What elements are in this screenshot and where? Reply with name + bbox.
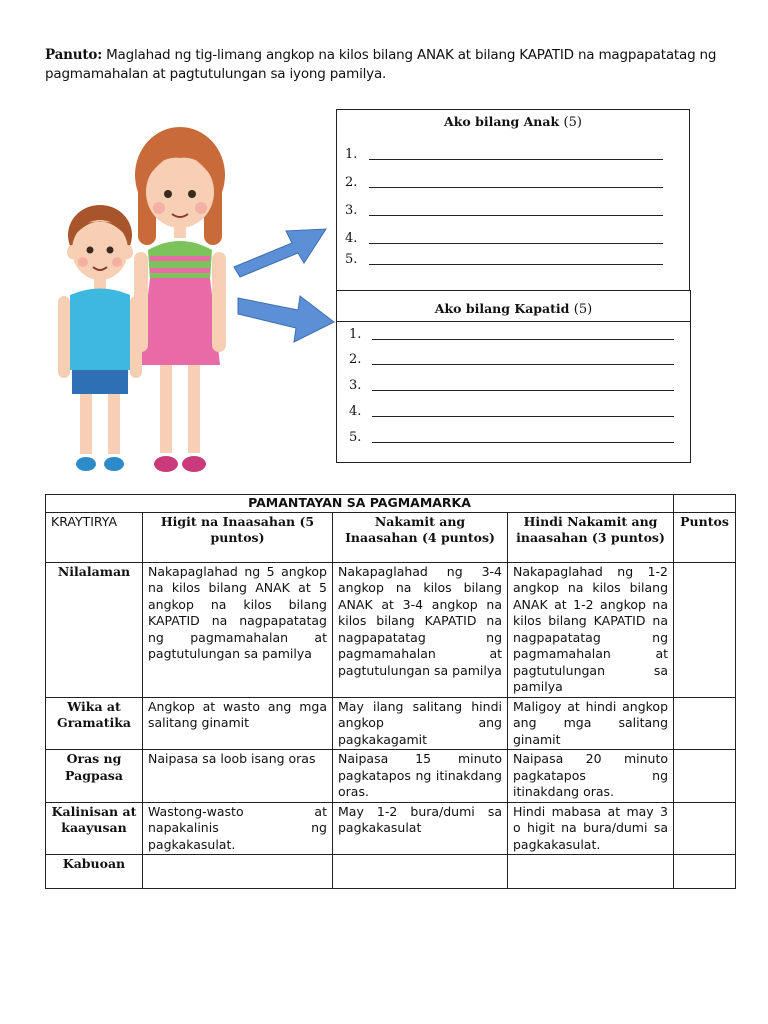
header-meets: Nakamit ang Inaasahan (4 puntos) (333, 512, 508, 562)
cell-meets: May 1-2 bura/dumi sa pagkakasulat (333, 802, 508, 855)
anak-line-number: 5. (345, 252, 358, 267)
table-row (46, 750, 736, 803)
cell-exceeds: Wastong-wasto at napakalinis ng pagkakasulat. (143, 802, 333, 855)
boy-figure (58, 205, 142, 471)
cell-exceeds: Nakapaglahad ng 5 angkop na kilos bilang ANAK at 5 angkop na kilos bilang KAPATID na nagpapatatag ng pagmamahalan at pagtutulungan sa pamilya (143, 562, 333, 697)
cell-meets: Naipasa 15 minuto pagkatapos ng itinakdang oras. (333, 750, 508, 803)
kapatid-box (336, 290, 691, 463)
header-below: Hindi Nakamit ang inaasahan (3 puntos) (508, 512, 674, 562)
anak-box-title (337, 114, 689, 130)
criterion-nilalaman: Nilalaman (46, 562, 143, 697)
kapatid-line-1[interactable] (349, 327, 361, 342)
kapatid-title-text: Ako bilang Kapatid (434, 301, 570, 316)
anak-line-number: 3. (345, 203, 358, 218)
arrow-icon-anak (230, 215, 330, 281)
cell-below: Nakapaglahad ng 1-2 angkop na kilos bilang ANAK at 1-2 angkop na kilos bilang KAPATID na nagpapatatag ng pagmamahalan at pagtutulungan sa pamilya (508, 562, 674, 697)
anak-count: (5) (563, 115, 582, 130)
header-exceeds: Higit na Inaasahan (5 puntos) (143, 512, 333, 562)
rubric-table (45, 494, 736, 889)
kapatid-box-title (337, 301, 690, 317)
kapatid-line-number: 4. (349, 404, 362, 419)
criterion-kalinisan: Kalinisan at kaayusan (46, 802, 143, 855)
anak-box (336, 109, 690, 292)
instructions-text: Maglahad ng tig-limang angkop na kilos bilang ANAK at bilang KAPATID na magpapatatag ng pagmamahalan at pagtutulungan sa iyong pamilya. (45, 47, 717, 82)
total-cell[interactable] (143, 855, 333, 889)
rubric-title-blank (674, 495, 736, 513)
points-cell[interactable] (674, 697, 736, 750)
criterion-wika: Wika at Gramatika (46, 697, 143, 750)
points-cell[interactable] (674, 750, 736, 803)
kapatid-line-3[interactable] (349, 378, 361, 393)
kapatid-line-number: 2. (349, 352, 362, 367)
total-label: Kabuoan (46, 855, 143, 889)
cell-exceeds: Angkop at wasto ang mga salitang ginamit (143, 697, 333, 750)
anak-line-number: 4. (345, 231, 358, 246)
kapatid-line-4[interactable] (349, 404, 361, 419)
table-row (46, 562, 736, 697)
anak-line-5[interactable] (345, 252, 357, 267)
arrow-icon-kapatid (236, 290, 336, 350)
cell-below: Naipasa 20 minuto pagkatapos ng itinakdang oras. (508, 750, 674, 803)
anak-line-1[interactable] (345, 147, 357, 162)
anak-line-2[interactable] (345, 175, 357, 190)
kapatid-line-number: 3. (349, 378, 362, 393)
rubric-title: PAMANTAYAN SA PAGMAMARKA (46, 495, 674, 513)
table-row (46, 697, 736, 750)
total-points-cell[interactable] (674, 855, 736, 889)
table-row (46, 802, 736, 855)
cell-below: Hindi mabasa at may 3 o higit na bura/dumi sa pagkakasulat. (508, 802, 674, 855)
kapatid-line-5[interactable] (349, 430, 361, 445)
cell-exceeds: Naipasa sa loob isang oras (143, 750, 333, 803)
kapatid-line-number: 5. (349, 430, 362, 445)
criterion-oras: Oras ng Pagpasa (46, 750, 143, 803)
points-cell[interactable] (674, 802, 736, 855)
total-cell[interactable] (333, 855, 508, 889)
anak-line-3[interactable] (345, 203, 357, 218)
total-row (46, 855, 736, 889)
anak-line-number: 2. (345, 175, 358, 190)
header-points: Puntos (674, 512, 736, 562)
children-illustration (50, 120, 240, 480)
cell-meets: May ilang salitang hindi angkop ang pagkakagamit (333, 697, 508, 750)
anak-line-number: 1. (345, 147, 358, 162)
anak-line-4[interactable] (345, 231, 357, 246)
total-cell[interactable] (508, 855, 674, 889)
anak-title-text: Ako bilang Anak (444, 114, 560, 129)
instructions (45, 46, 735, 84)
rubric-header-row (46, 512, 736, 562)
instructions-label: Panuto: (45, 47, 102, 63)
points-cell[interactable] (674, 562, 736, 697)
cell-below: Maligoy at hindi angkop ang mga salitang ginamit (508, 697, 674, 750)
cell-meets: Nakapaglahad ng 3-4 angkop na kilos bilang ANAK at 3-4 angkop na kilos bilang KAPATID na nagpapatatag ng pagmamahalan at pagtutulungan sa pamilya (333, 562, 508, 697)
kapatid-count: (5) (573, 302, 593, 317)
header-criteria: KRAYTIRYA (46, 512, 143, 562)
kapatid-line-number: 1. (349, 327, 362, 342)
girl-figure (134, 127, 226, 472)
kapatid-line-2[interactable] (349, 352, 361, 367)
rubric-title-row (46, 495, 736, 513)
